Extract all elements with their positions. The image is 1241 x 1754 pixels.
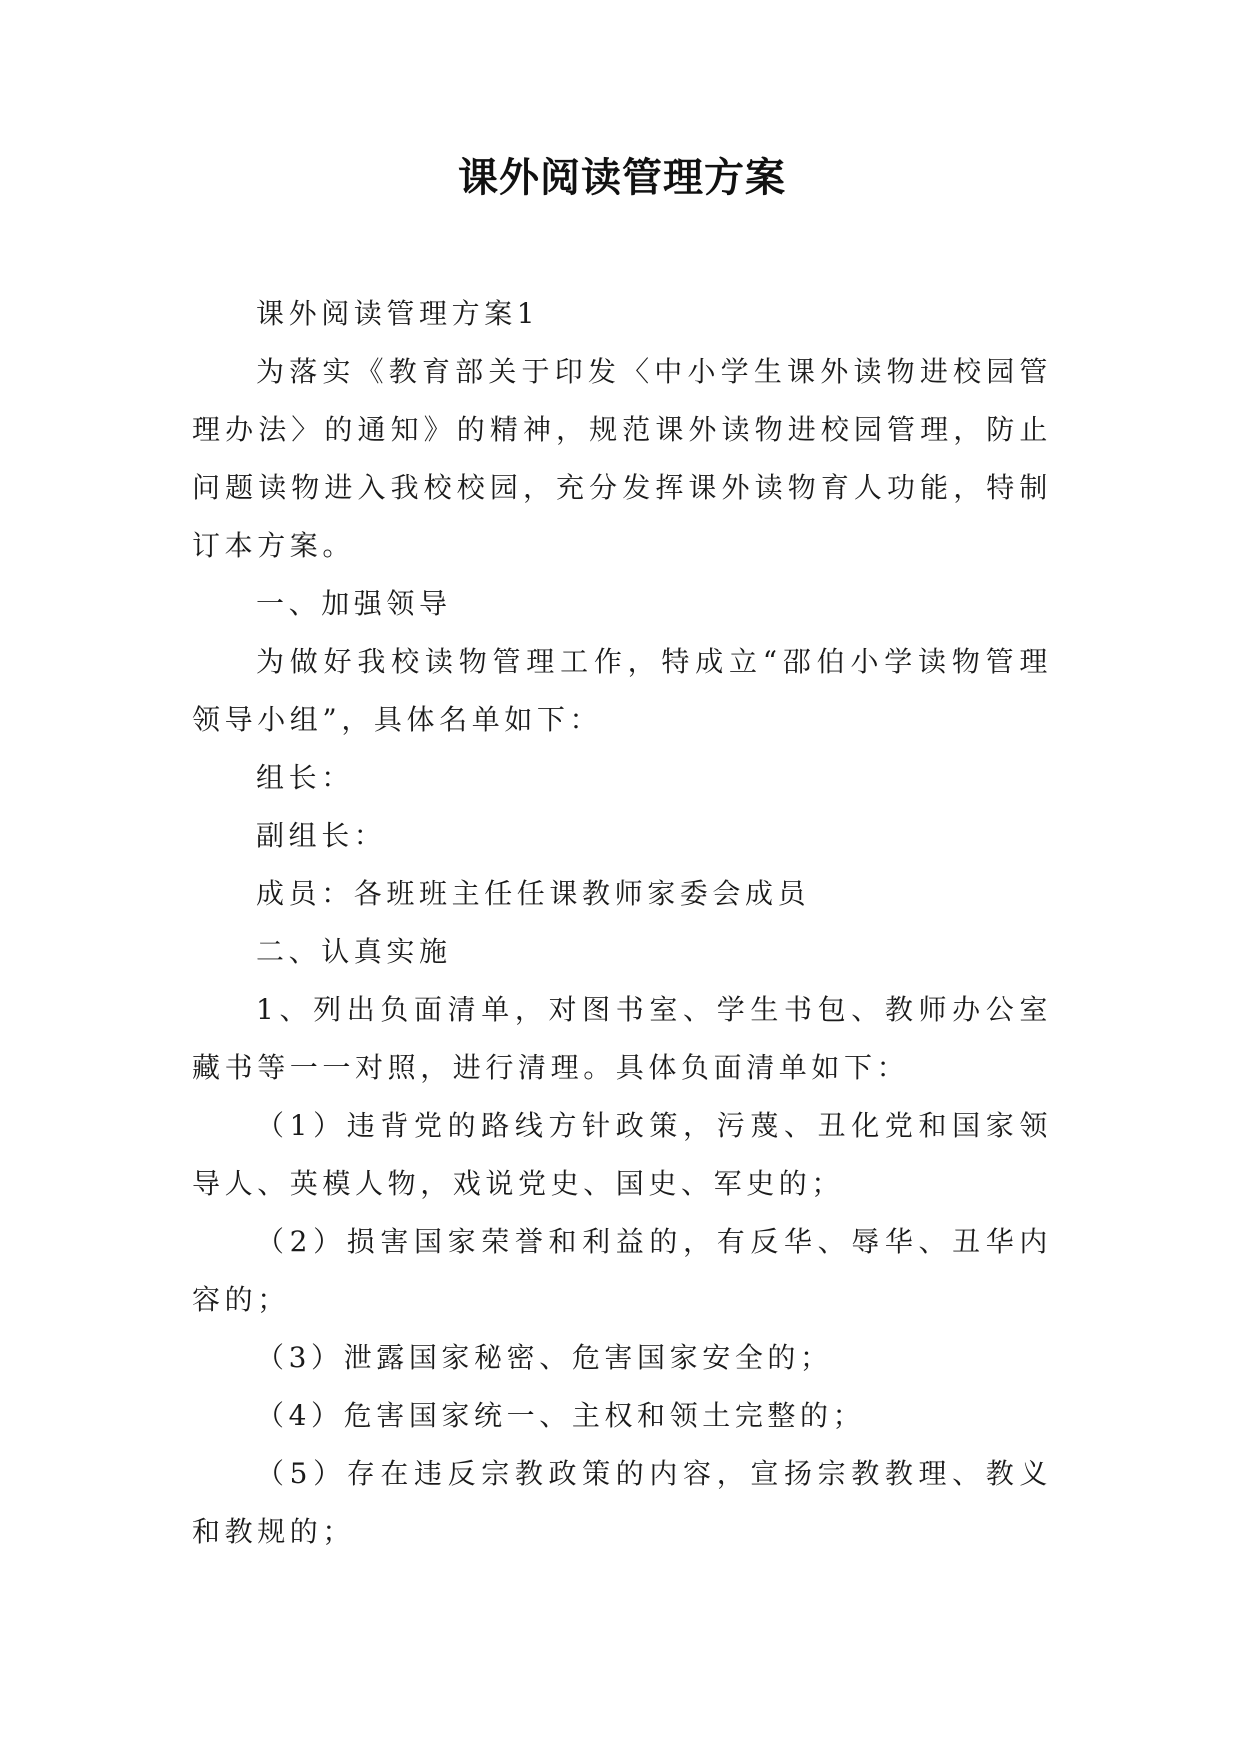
document-title: 课外阅读管理方案 [458, 155, 786, 201]
heading-leadership: 一、加强领导 [256, 587, 452, 620]
document-body [192, 285, 1052, 1561]
intro-paragraph: 为落实《教育部关于印发〈中小学生课外读物进校园管理办法〉的通知》的精神，规范课外读物进校园管理，防止问题读物进入我校校园，充分发挥课外读物育人功能，特制订本方案。 [192, 355, 1052, 562]
list-item: （1）违背党的路线方针政策，污蔑、丑化党和国家领导人、英模人物，戏说党史、国史、军史的； [192, 1109, 1052, 1200]
leadership-paragraph: 为做好我校读物管理工作，特成立“邵伯小学读物管理领导小组”，具体名单如下： [192, 645, 1052, 736]
list-item: （3）泄露国家秘密、危害国家安全的； [256, 1341, 833, 1374]
negative-list-paragraph: 1、列出负面清单，对图书室、学生书包、教师办公室藏书等一一对照，进行清理。具体负面清单如下： [192, 993, 1052, 1084]
list-item: （4）危害国家统一、主权和领土完整的； [256, 1399, 866, 1432]
members-line: 成员：各班班主任任课教师家委会成员 [256, 877, 811, 910]
section-subtitle: 课外阅读管理方案1 [256, 297, 540, 330]
list-item: （5）存在违反宗教政策的内容，宣扬宗教教理、教义和教规的； [192, 1457, 1052, 1548]
group-leader-line: 组长： [256, 761, 354, 794]
heading-implementation: 二、认真实施 [256, 935, 452, 968]
list-item: （2）损害国家荣誉和利益的，有反华、辱华、丑华内容的； [192, 1225, 1052, 1316]
deputy-leader-line: 副组长： [256, 819, 387, 852]
